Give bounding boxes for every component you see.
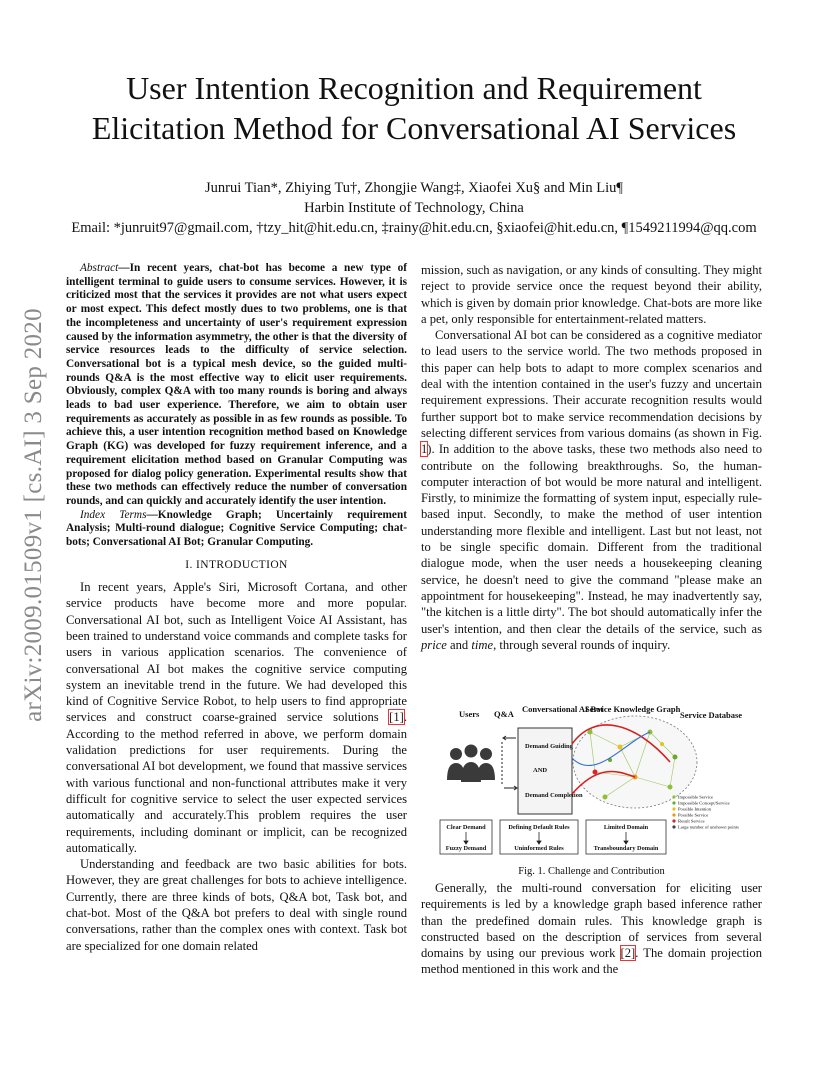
label-completion: Demand Completion — [525, 792, 583, 799]
header-bot: Conversational AI Bot — [522, 704, 604, 714]
intro-paragraph-1: In recent years, Apple's Siri, Microsoft Cortana, and other service products have become more and more popular. Conversational AI bot, such as Intelligent Voice AI Assistant, has been trained to understand voice commands and complete tasks for users in various application scenarios. The convenience of conversational AI bot makes the cognitive service computing system an inevitable trend in the future. We had developed this kind of Cognitive Service Robot, to help users to find appropriate services and construct coarse-grained service solutions [1]. According to the method referred in above, we perform domain validation predictions for user requirements. During the conversational AI bot development, we found that massive services with various functional and non-functional attributes make it very difficult for cognitive service to select the user expected services automatically and accurately.This problem requires the user requirements, including dominant or implicit, can be recognized automatically. — [66, 580, 407, 855]
header-qa: Q&A — [494, 709, 514, 719]
title-line-1: User Intention Recognition and Requirement — [126, 70, 702, 106]
intro-paragraph-3: mission, such as navigation, or any kinds of consulting. They might reject to provide service once the request beyond their ability, which is given by domain prior knowledge. Chat-bots are more like a pet, only responsible for entertainment-related matters. — [421, 263, 763, 326]
pair-1-top: Clear Demand — [446, 824, 486, 831]
author-names: Junrui Tian*, Zhiying Tu†, Zhongjie Wang‡, Xiaofei Xu§ and Min Liu¶ — [205, 180, 623, 196]
comparison-boxes — [440, 820, 666, 854]
header-db: Service Database — [680, 710, 743, 720]
index-terms: Index Terms—Knowledge Graph; Uncertainly requirement Analysis; Multi-round dialogue; Cognitive Service Computing; chat-bots; Conversational AI Bot; Granular Computing. — [66, 508, 407, 549]
citation-link-1[interactable]: [1] — [389, 710, 404, 725]
citation-link-2[interactable]: [2] — [620, 946, 636, 961]
pair-2-bottom: Uninformed Rules — [514, 845, 564, 852]
pair-1-bottom: Fuzzy Demand — [445, 845, 487, 852]
section-heading-introduction: I. INTRODUCTION — [185, 558, 288, 571]
figure-legend — [672, 795, 739, 830]
header-skg: Service Knowledge Graph — [585, 704, 681, 714]
figure-1 — [430, 702, 766, 878]
pair-2-top: Defining Default Rules — [508, 824, 570, 831]
header-users: Users — [459, 709, 480, 719]
qa-arrows — [502, 736, 517, 790]
arxiv-stamp: arXiv:2009.01509v1 [cs.AI] 3 Sep 2020 — [20, 308, 47, 722]
figure-1-diagram — [430, 702, 766, 862]
pair-3-top: Limited Domain — [603, 824, 649, 831]
figure-1-caption: Fig. 1. Challenge and Contribution — [518, 866, 665, 877]
intro-paragraph-5: Generally, the multi-round conversation for eliciting user requirements is led by a knowledge graph based inference rather than the predefined domain rules. This knowledge graph is constructed based on the description of services from several domains by using our previous work [2]. The domain projection method mentioned in this work and the — [421, 881, 762, 977]
legend-item-1: Impossible Service — [678, 794, 714, 800]
pair-3-bottom: Transboundary Domain — [593, 845, 659, 852]
title-line-2: Elicitation Method for Conversational AI Services — [91, 110, 737, 146]
users-icon — [447, 745, 495, 783]
figure-reference-link[interactable]: 1 — [421, 442, 428, 457]
affiliation: Harbin Institute of Technology, China — [304, 200, 524, 216]
legend-item-2: Impossible Concept/Service — [678, 800, 730, 806]
legend-item-5: Result Service — [678, 818, 705, 824]
abstract: Abstract—In recent years, chat-bot has become a new type of intelligent terminal to guide users to consume services. However, it is criticized most that the services it provides are not what users expect or most expect. This defect mostly dues to two problems, one is that the incompleteness and uncertainty of user's requirement expression caused by the information asymmetry, the other is that the diversity of service resources leads to the difficulty of service selection. Conversational bot is a typical mesh device, so the guided multi-rounds Q&A is the most effective way to elicit user requirements. Obviously, complex Q&A with too many rounds is boring and always leads to bad user experience. Therefore, we aim to obtain user requirements as accurately as possible in as few rounds as possible. To achieve this, a user intention recognition method based on Knowledge Graph (KG) was developed for fuzzy requirement inference, and a requirement elicitation method based on Granular Computing was proposed for dialog policy generation. Experimental results show that these two methods can effectively reduce the number of conversation rounds, and can quickly and accurately identify the user intention. — [66, 262, 407, 507]
legend-item-6: Large number of unshown points — [678, 824, 739, 830]
right-column — [421, 262, 762, 653]
author-block — [40, 178, 788, 238]
author-emails: Email: *junruit97@gmail.com, †tzy_hit@hit.edu.cn, ‡rainy@hit.edu.cn, §xiaofei@hit.edu.cn, ¶1549211994@qq.com — [71, 220, 757, 236]
paper-title — [40, 68, 788, 148]
right-column-lower — [421, 880, 762, 978]
label-guiding: Demand Guiding — [525, 743, 573, 750]
left-column — [66, 262, 407, 954]
intro-paragraph-2: Understanding and feedback are two basic abilities for bots. However, they are great challenges for bots to achieve intelligence. Currently, there are three kinds of bots, Q&A bot, Task bot, and chat-bot. Most of the Q&A bot prefers to deal with single round conversations, rather than the complex ones with context. Task bot are specialized for one domain related — [66, 857, 407, 953]
intro-paragraph-4: Conversational AI bot can be considered as a cognitive mediator to lead users to the service world. The two methods proposed in this paper can help bots to adapt to more complex scenarios and deal with the intention contained in the user's fuzzy and uncertain requirement expressions. Their accurate recognition results would further support bot to make service recommendation decisions by selecting different services from various domains (as shown in Fig. 1). In addition to the above tasks, these two methods also need to contribute on the following breakthroughs. So, the human-computer interaction of bot would be more natural and intelligent. Firstly, to minimize the formatting of system input, especially rule-based input. Secondly, to make the method of user intention understanding more flexible and intelligent. Last but not least, not to be single specific domain. Different from the traditional dialogue mode, when the user needs a housekeeping cleaning service, he doesn't need to give the command "please make an appointment for housekeeping". Instead, he may inadvertently say, "the kitchen is a little dirty". The bot should automatically infer the user's intention, and then clear the details of the service, such as price and time, through several rounds of inquiry. — [421, 328, 762, 652]
legend-item-3: Possible Intention — [678, 806, 712, 812]
label-and: AND — [533, 767, 548, 774]
down-arrows — [464, 832, 628, 844]
legend-item-4: Possible Service — [678, 812, 709, 818]
